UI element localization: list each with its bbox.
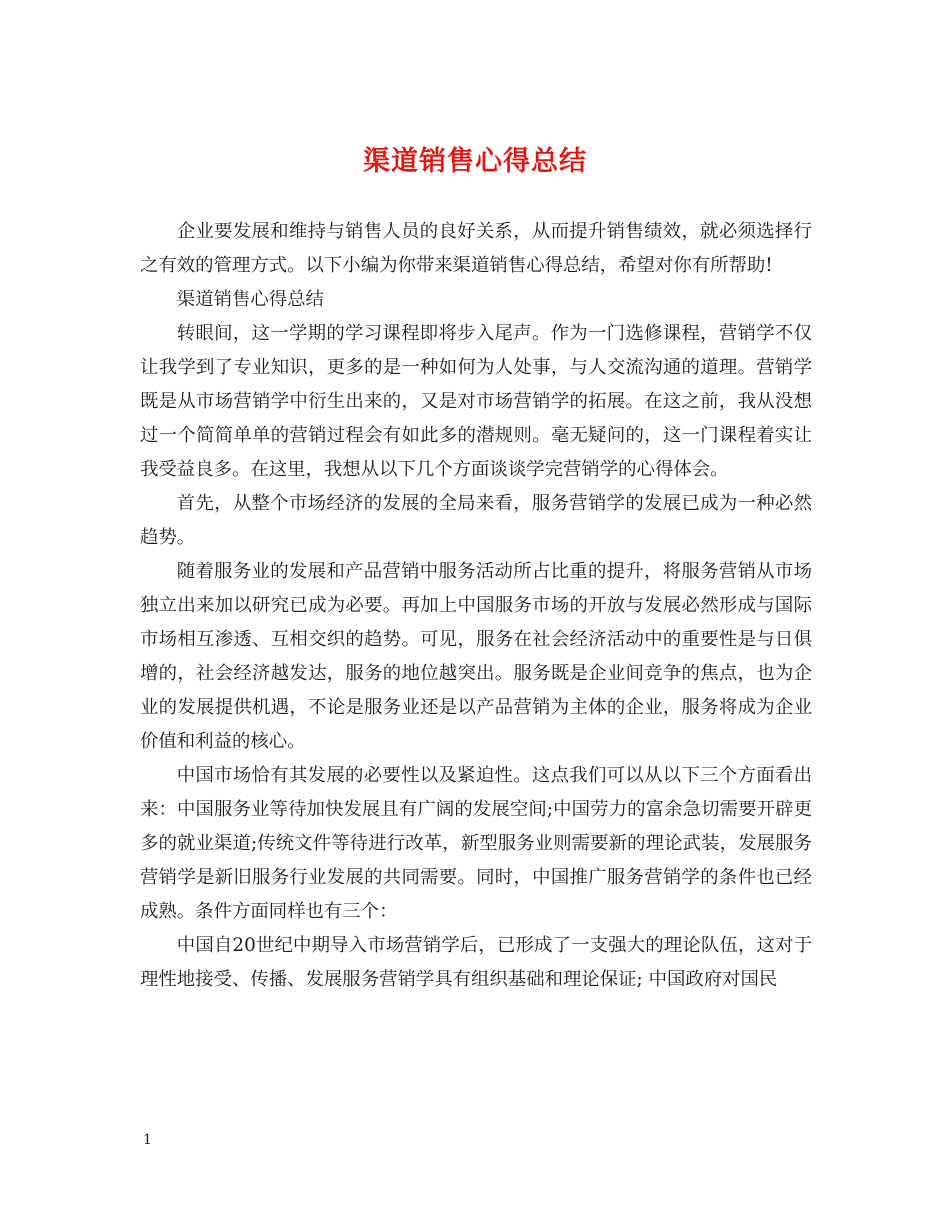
paragraph-subtitle: 渠道销售心得总结 (176, 289, 324, 310)
paragraph: 首先，从整个市场经济的发展的全局来看，服务营销学的发展已成为一种必然趋势。 (140, 493, 812, 548)
page-number: 1 (143, 1132, 152, 1148)
paragraph: 随着服务业的发展和产品营销中服务活动所占比重的提升，将服务营销从市场独立出来加以研究已成为必要。再加上中国服务市场的开放与发展必然形成与国际市场相互渗透、互相交织的趋势。可见，服务在社会经济活动中的重要性是与日俱增的，社会经济越发达，服务的地位越突出。服务既是企业间竞争的焦点，也为企业的发展提供机遇，不论是服务业还是以产品营销为主体的企业，服务将成为企业价值和利益的核心。 (140, 561, 812, 752)
paragraph: 中国市场恰有其发展的必要性以及紧迫性。这点我们可以从以下三个方面看出来：中国服务业等待加快发展且有广阔的发展空间;中国劳力的富余急切需要开辟更多的就业渠道;传统文件等待进行改革，新型服务业则需要新的理论武装，发展服务营销学是新旧服务行业发展的共同需要。同时，中国推广服务营销学的条件也已经成熟。条件方面同样也有三个： (140, 765, 812, 922)
document-title: 渠道销售心得总结 (363, 146, 587, 177)
paragraph: 转眼间，这一学期的学习课程即将步入尾声。作为一门选修课程，营销学不仅让我学到了专业知识，更多的是一种如何为人处事，与人交流沟通的道理。营销学既是从市场营销学中衍生出来的，又是对市场营销学的拓展。在这之前，我从没想过一个简简单单的营销过程会有如此多的潜规则。毫无疑问的，这一门课程着实让我受益良多。在这里，我想从以下几个方面谈谈学完营销学的心得体会。 (140, 323, 812, 480)
paragraph-intro: 企业要发展和维持与销售人员的良好关系，从而提升销售绩效，就必须选择行之有效的管理方式。以下小编为你带来渠道销售心得总结，希望对你有所帮助! (140, 221, 812, 276)
document-body (140, 215, 812, 997)
paragraph: 中国自20世纪中期导入市场营销学后，已形成了一支强大的理论队伍，这对于理性地接受、传播、发展服务营销学具有组织基础和理论保证; 中国政府对国民 (140, 935, 812, 990)
